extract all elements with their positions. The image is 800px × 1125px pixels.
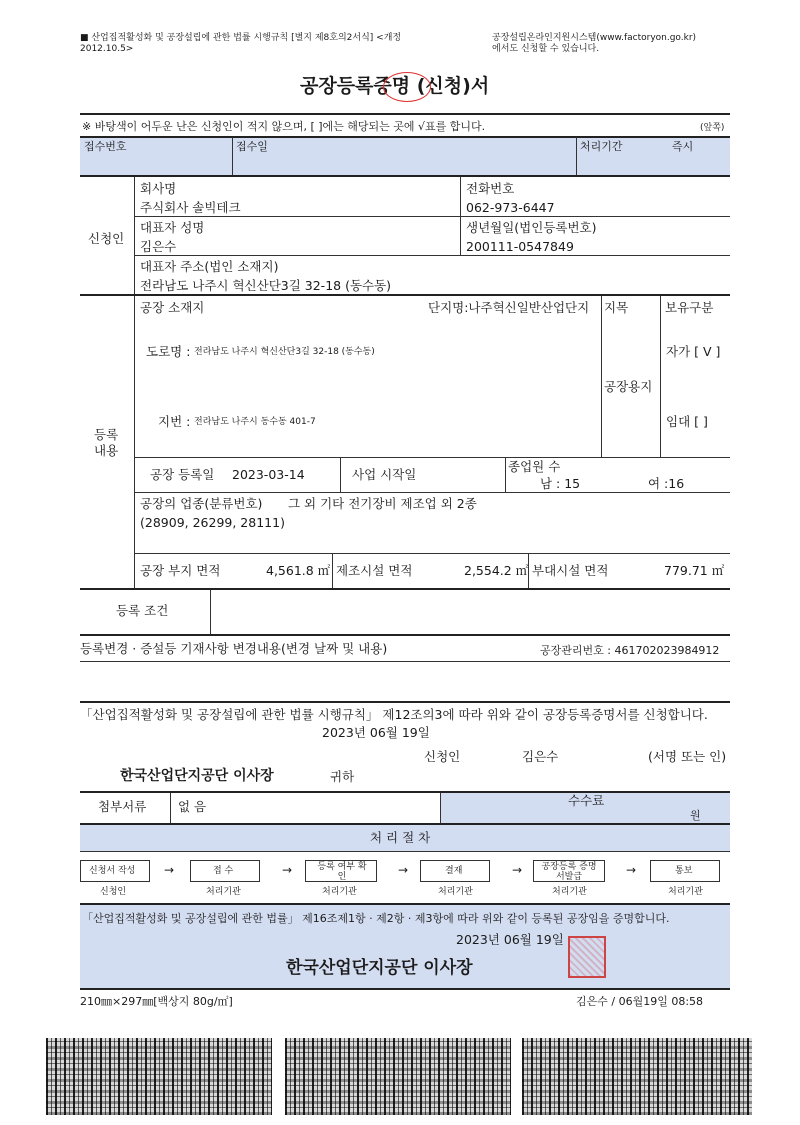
certification-statement: 「산업집적활성화 및 공장설립에 관한 법률」 제16조제1항 · 제2항 · 제3항에 따라 위와 같이 등록된 공장임을 증명합니다. <box>82 912 670 925</box>
employees-male: 남 : 15 <box>540 476 581 491</box>
factory-location-label: 공장 소재지 <box>140 300 205 315</box>
step-4-actor: 처리기관 <box>438 887 473 897</box>
instruction-note: ※ 바탕색이 어두운 난은 신청인이 적지 않으며, [ ]에는 해당되는 곳에 √표를 합니다. <box>82 120 486 133</box>
barcode-image <box>522 1038 752 1115</box>
industry-codes: (28909, 26299, 28111) <box>140 515 285 530</box>
arrow-icon: → <box>398 863 409 877</box>
land-category-label: 지목 <box>604 300 629 315</box>
auxiliary-area-value: 779.71 ㎡ <box>664 563 725 578</box>
step-3-label: 등록 여부 확인 <box>317 862 367 882</box>
applicant-signer-name: 김은수 <box>522 749 559 764</box>
registration-date-value: 2023-03-14 <box>232 467 305 482</box>
step-2-actor: 처리기관 <box>206 887 241 897</box>
official-seal <box>568 936 606 978</box>
step-2-label: 접 수 <box>213 866 234 876</box>
procedure-title: 처 리 절 차 <box>370 830 431 845</box>
site-area-value: 4,561.8 ㎡ <box>266 563 331 578</box>
step-6-actor: 처리기관 <box>668 887 703 897</box>
registration-date-label: 공장 등록일 <box>150 467 215 482</box>
change-history-label: 등록변경 · 증설등 기재사항 변경내용(변경 날짜 및 내용) <box>80 641 388 656</box>
complex-name: 단지명:나주혁신일반산업단지 <box>428 300 590 315</box>
recipient-suffix: 귀하 <box>330 769 355 784</box>
barcode-image <box>285 1038 511 1115</box>
company-label: 회사명 <box>140 181 177 196</box>
processing-period-label: 처리기간 <box>580 140 623 153</box>
issuer-name: 한국산업단지공단 이사장 <box>286 958 473 978</box>
factory-use: 공장용지 <box>604 379 653 394</box>
arrow-icon: → <box>282 863 293 877</box>
step-3-actor: 처리기관 <box>322 887 357 897</box>
site-area-label: 공장 부지 면적 <box>140 563 221 578</box>
receipt-row <box>80 137 730 175</box>
step-4-box <box>420 860 490 882</box>
industry-value: 그 외 기타 전기장비 제조업 외 2종 <box>288 496 477 511</box>
attachments-label: 첨부서류 <box>98 799 147 814</box>
page-side: (앞쪽) <box>700 123 725 133</box>
lot-address-label: 지번 : <box>158 414 191 429</box>
manufacturing-area-value: 2,554.2 ㎡ <box>464 563 529 578</box>
certification-date: 2023년 06월 19일 <box>456 932 564 947</box>
representative-value: 김은수 <box>140 239 177 254</box>
step-1-label: 신청서 작성 <box>89 866 136 876</box>
fee-unit: 원 <box>690 809 701 822</box>
representative-label: 대표자 성명 <box>140 220 205 235</box>
step-2-box <box>190 860 260 882</box>
business-start-label: 사업 시작일 <box>352 467 417 482</box>
application-statement: 「산업집적활성화 및 공장설립에 관한 법률 시행규칙」 제12조의3에 따라 위와 같이 공장등록증명서를 신청합니다. <box>80 707 708 722</box>
phone-label: 전화번호 <box>466 181 515 196</box>
step-1-box <box>80 860 150 882</box>
step-6-box <box>650 860 720 882</box>
conditions-label: 등록 조건 <box>116 603 169 618</box>
ownership-label: 보유구분 <box>665 300 714 315</box>
road-address-value: 전라남도 나주시 혁신산단3길 32-18 (동수동) <box>194 347 375 357</box>
receipt-number-label: 접수번호 <box>84 140 127 153</box>
fee-label: 수수료 <box>568 793 605 808</box>
applicant-section-label: 신청인 <box>88 231 125 246</box>
company-value: 주식회사 솔빅테크 <box>140 200 241 215</box>
step-5-label: 공장등록 증명서발급 <box>541 862 597 882</box>
barcode-image <box>46 1038 272 1115</box>
arrow-icon: → <box>512 863 523 877</box>
step-1-actor: 신청인 <box>100 887 127 897</box>
signature-note: (서명 또는 인) <box>648 749 727 764</box>
applicant-signer-label: 신청인 <box>424 749 461 764</box>
address-label: 대표자 주소(법인 소재지) <box>140 259 279 274</box>
phone-value: 062-973-6447 <box>466 200 555 215</box>
manufacturing-area-label: 제조시설 면적 <box>336 563 413 578</box>
birth-value: 200111-0547849 <box>466 239 574 254</box>
document-title: 공장등록증명 (신청)서 <box>300 75 490 97</box>
auxiliary-area-label: 부대시설 면적 <box>532 563 609 578</box>
paper-spec: 210㎜×297㎜[백상지 80g/㎡] <box>80 995 233 1008</box>
application-date: 2023년 06월 19일 <box>322 725 430 740</box>
arrow-icon: → <box>164 863 175 877</box>
lot-address-value: 전라남도 나주시 동수동 401-7 <box>194 417 316 427</box>
registration-label-2: 내용 <box>94 443 119 458</box>
birth-label: 생년월일(법인등록번호) <box>466 220 597 235</box>
receipt-date-label: 접수일 <box>236 140 268 153</box>
arrow-icon: → <box>626 863 637 877</box>
online-system-line-1: 공장설립온라인지원시스템(www.factoryon.go.kr) <box>492 33 697 43</box>
step-6-label: 통보 <box>675 866 693 876</box>
ownership-leased: 임대 [ ] <box>666 414 708 429</box>
processing-period-value: 즉시 <box>672 140 694 153</box>
step-3-box <box>305 860 377 882</box>
step-5-box <box>533 860 605 882</box>
step-4-label: 결재 <box>445 866 463 876</box>
ownership-owned: 자가 [ V ] <box>666 344 721 359</box>
legal-basis-line-2: 2012.10.5> <box>80 44 134 54</box>
registration-label-1: 등록 <box>94 427 119 442</box>
employees-label: 종업원 수 <box>508 459 561 474</box>
industry-label: 공장의 업종(분류번호) <box>140 496 263 511</box>
online-system-line-2: 에서도 신청할 수 있습니다. <box>492 44 600 54</box>
title-circle-mark <box>383 72 431 102</box>
step-5-actor: 처리기관 <box>552 887 587 897</box>
attachments-value: 없 음 <box>178 799 207 814</box>
road-address-label: 도로명 : <box>146 344 191 359</box>
factory-management-number: 공장관리번호 : 461702023984912 <box>540 644 720 657</box>
legal-basis-line-1: ■ 산업집적활성화 및 공장설립에 관한 법률 시행규칙 [별지 제8호의2서식] <개정 <box>80 33 402 43</box>
print-stamp: 김은수 / 06월19일 08:58 <box>576 995 704 1008</box>
recipient: 한국산업단지공단 이사장 <box>120 768 274 784</box>
address-value: 전라남도 나주시 혁신산단3길 32-18 (동수동) <box>140 278 392 293</box>
employees-female: 여 :16 <box>648 476 685 491</box>
